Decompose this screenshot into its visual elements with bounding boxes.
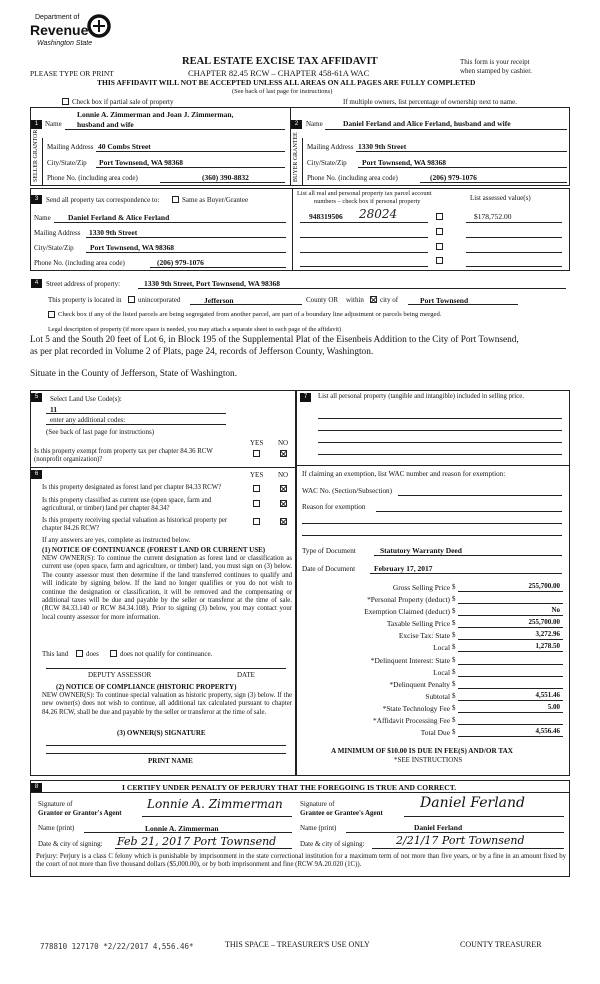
s6-yes-header: YES (250, 471, 264, 479)
buyer-mail[interactable]: 1330 9th Street (358, 142, 407, 151)
exemption-label: If claiming an exemption, list WAC number and reason for exemption: (302, 470, 506, 478)
grantee-signature[interactable]: Daniel Ferland (420, 795, 526, 811)
buyer-city[interactable]: Port Townsend, WA 98368 (362, 158, 447, 167)
doc-date[interactable]: February 17, 2017 (374, 564, 433, 573)
buyer-name[interactable]: Daniel Ferland and Alice Ferland, husband and wife (343, 119, 511, 128)
certify-statement: I CERTIFY UNDER PENALTY OF PERJURY THAT THE FOREGOING IS TRUE AND CORRECT. (122, 783, 457, 792)
section-2-badge: 2 (291, 120, 302, 129)
legal-label: Legal description of property (if more space is needed, you may attach a separate sheet to each page of the affidavit) (48, 326, 342, 333)
grantee-name-label: Name (print) (300, 824, 337, 832)
land-does-label: does (86, 650, 99, 658)
partial-sale-label: Check box if partial sale of property (72, 98, 174, 106)
forest-yes-checkbox[interactable] (253, 485, 260, 492)
within-city-checkbox[interactable] (370, 296, 377, 303)
see-instructions-note: *SEE INSTRUCTIONS (394, 756, 463, 764)
seller-name-1: Lonnie A. Zimmerman and Joan J. Zimmerman, (77, 110, 234, 119)
parcel-3-personal-checkbox[interactable] (436, 243, 443, 250)
doc-type-label: Type of Document (302, 547, 356, 555)
corr-phone[interactable]: (206) 979-1076 (157, 258, 204, 267)
corr-phone-label: Phone No. (including area code) (34, 259, 125, 267)
total-value[interactable]: 4,556.46 (535, 727, 560, 735)
grantee-date-label: Date & city of signing: (300, 840, 365, 848)
seller-mail-label: Mailing Address (47, 143, 94, 151)
grantee-sig-label-1: Signature of (300, 800, 335, 808)
owner-signature-label: (3) OWNER(S) SIGNATURE (117, 729, 206, 737)
within-label: within (346, 296, 364, 304)
assessed-header: List assessed value(s) (470, 194, 531, 202)
buyer-phone[interactable]: (206) 979-1076 (430, 173, 477, 182)
deputy-date-label: DATE (237, 671, 255, 679)
land-does-not-checkbox[interactable] (110, 650, 117, 657)
same-as-buyer-label: Same as Buyer/Grantee (182, 196, 249, 204)
unincorporated-checkbox[interactable] (128, 296, 135, 303)
notice2-body: NEW OWNER(S): To continue special valuation as historic property, sign (3) below. If the new owner(s) does not wish to continue, all additional tax calculated pursuant to chapter 84.26 RCW, shall be due and payable by the seller or transferor at the time of sale. (42, 692, 292, 716)
form-warning: THIS AFFIDAVIT WILL NOT BE ACCEPTED UNLESS ALL AREAS ON ALL PAGES ARE FULLY COMPLETED (97, 78, 476, 87)
parcel-1-personal-checkbox[interactable] (436, 213, 443, 220)
reason-label: Reason for exemption (302, 503, 366, 511)
parcel-2-personal-checkbox[interactable] (436, 228, 443, 235)
personal-property-label: List all personal property (tangible and intangible) included in selling price. (318, 393, 524, 400)
agency-logo (30, 12, 120, 54)
grantor-signature[interactable]: Lonnie A. Zimmerman (147, 797, 283, 811)
current-use-no-checkbox[interactable] (280, 500, 287, 507)
revenue-logo-icon (86, 14, 112, 38)
print-name-label: PRINT NAME (148, 757, 193, 765)
treasurer-use-only: THIS SPACE – TREASURER'S USE ONLY (225, 940, 370, 949)
seller-name-2: husband and wife (77, 120, 134, 129)
grantor-sig-label-2: Grantor or Grantor's Agent (38, 809, 122, 817)
forest-question: Is this property designated as forest land per chapter 84.33 RCW? (42, 484, 222, 491)
section-5-badge: 5 (31, 393, 42, 402)
segregated-label: Check box if any of the listed parcels are being segregated from another parcel, are part of a boundary line adjustment or parcels being merged. (58, 311, 442, 318)
city-name[interactable]: Port Townsend (420, 296, 469, 305)
grantee-sig-label-2: Grantee or Grantee's Agent (300, 809, 383, 817)
legal-description-1[interactable]: Lot 5 and the South 20 feet of Lot 6, in Block 195 of the Supplemental Plat of the Eisenbeis Addition to the City of Port Townsend, (30, 335, 519, 345)
legal-description-2[interactable]: as per plat recorded in Volume 2 of Plats, page 24, records of Jefferson County, Washington. (30, 347, 374, 357)
grantee-name[interactable]: Daniel Ferland (414, 823, 463, 832)
corr-label: Send all property tax correspondence to: (46, 196, 160, 204)
perjury-notice: Perjury: Perjury is a class C felony which is punishable by imprisonment in the state correctional institution for a maximum term of not more than five years, or by a fine in an amount fixed by the court of not more than five thousand dollars ($5,000.00), or by both imprisonment and fine (RCW 9A.20.020 (1C)). (36, 853, 566, 869)
parcel-header-1: List all real and personal property tax parcel account (297, 190, 432, 197)
corr-mail[interactable]: 1330 9th Street (89, 228, 138, 237)
street-label: Street address of property: (46, 280, 121, 288)
receipt-note-2: when stamped by cashier. (460, 67, 532, 75)
buyer-city-label: City/State/Zip (307, 159, 347, 167)
local-tax-value[interactable]: 1,278.50 (535, 642, 560, 650)
corr-city[interactable]: Port Townsend, WA 98368 (90, 243, 175, 252)
section-8-badge: 8 (31, 783, 42, 792)
form-see-back: (See back of last page for instructions) (232, 88, 333, 95)
parcel-handwritten: 28024 (359, 207, 398, 221)
historic-question: Is this property receiving special valuation as historical property per chapter 84.26 RCW? (42, 517, 228, 533)
agency-dept: Department of (35, 14, 80, 21)
current-use-yes-checkbox[interactable] (253, 500, 260, 507)
corr-name[interactable]: Daniel Ferland & Alice Ferland (68, 213, 170, 222)
receipt-stamp: 778810 127170 *2/22/2017 4,556.46* (40, 942, 194, 951)
county-treasurer: COUNTY TREASURER (460, 940, 542, 949)
grantor-date-label: Date & city of signing: (38, 840, 103, 848)
section-7-badge: 7 (300, 393, 311, 402)
seller-phone[interactable]: (360) 390-8832 (202, 173, 249, 182)
exempt-question: Is this property exempt from property tax per chapter 84.36 RCW (nonprofit organization)? (34, 448, 213, 464)
unincorporated-label: unincorporated (138, 296, 181, 304)
receipt-note-1: This form is your receipt (460, 58, 530, 66)
grantor-sig-label-1: Signature of (38, 800, 73, 808)
agency-name: Revenue (30, 22, 89, 38)
seller-mail[interactable]: 40 Combs Street (98, 142, 151, 151)
minimum-note: A MINIMUM OF $10.00 IS DUE IN FEE(S) AND/OR TAX (331, 747, 513, 755)
state-tax-value[interactable]: 3,272.96 (535, 630, 560, 638)
parcel-4-personal-checkbox[interactable] (436, 257, 443, 264)
parcel-number[interactable]: 948319506 (309, 212, 343, 221)
section-1-badge: 1 (31, 120, 42, 129)
grantor-name[interactable]: Lonnie A. Zimmerman (145, 824, 219, 833)
notice1-body: NEW OWNER(S): To continue the current designation as forest land or classification as current use (open space, farm and agriculture, or timber) land, you must sign on (3) below. The county assessor must then determine if the land transferred continues to qualify and will indicate by signing below. If the land no longer qualifies or you do not wish to continue the designation or classification, it will be removed and the compensating or additional taxes will be due and payable by the seller or transferor at the time of sale. (RCW 84.33.140 or RCW 84.34.108). Prior to signing (3) below, you may contact your local county assessor for more information. (42, 555, 292, 621)
grantor-date-city[interactable]: Feb 21, 2017 Port Townsend (117, 835, 277, 848)
forest-no-checkbox[interactable] (280, 485, 287, 492)
seller-phone-label: Phone No. (including area code) (47, 174, 138, 182)
land-does-checkbox[interactable] (76, 650, 83, 657)
city-of-label: city of (380, 296, 399, 304)
this-land-label: This land (42, 650, 69, 658)
notice1-title: (1) NOTICE OF CONTINUANCE (FOREST LAND OR CURRENT USE) (42, 546, 266, 554)
seller-name-label: Name (45, 120, 62, 128)
taxable-value[interactable]: 255,700.00 (528, 618, 560, 626)
historic-no-checkbox[interactable] (280, 518, 287, 525)
street-address[interactable]: 1330 9th Street, Port Townsend, WA 98368 (144, 279, 280, 288)
s5-no-header: NO (278, 439, 289, 447)
county-or: County OR (306, 296, 339, 304)
assessed-value[interactable]: $178,752.00 (474, 212, 512, 221)
land-use-label: Select Land Use Code(s): (50, 395, 122, 403)
parcel-header-2: numbers – check box if personal property (314, 198, 421, 205)
gross-value[interactable]: 255,700.00 (528, 582, 560, 590)
current-use-question: Is this property classified as current use (open space, farm and agricultural, or timber) land per chapter 84.34? (42, 497, 212, 513)
exempt-yes-checkbox[interactable] (253, 450, 260, 457)
grantor-name-label: Name (print) (38, 824, 75, 832)
seller-city[interactable]: Port Townsend, WA 98368 (99, 158, 184, 167)
buyer-name-label: Name (306, 120, 323, 128)
deputy-assessor-label: DEPUTY ASSESSOR (88, 671, 152, 679)
subtotal-value[interactable]: 4,551.46 (535, 691, 560, 699)
s6-no-header: NO (278, 471, 289, 479)
partial-sale-checkbox[interactable] (62, 98, 69, 105)
situate-line[interactable]: Situate in the County of Jefferson, State of Washington. (30, 369, 238, 379)
wac-label: WAC No. (Section/Subsection) (302, 487, 393, 495)
corr-name-label: Name (34, 214, 51, 222)
section-3-badge: 3 (31, 195, 42, 204)
land-use-code[interactable]: 11 (50, 405, 58, 414)
tech-fee-value[interactable]: 5.00 (547, 703, 560, 711)
doc-type[interactable]: Statutory Warranty Deed (380, 546, 462, 555)
historic-yes-checkbox[interactable] (253, 518, 260, 525)
county-name[interactable]: Jefferson (204, 296, 234, 305)
same-as-buyer-checkbox[interactable] (172, 196, 179, 203)
section-6-badge: 6 (31, 470, 42, 479)
land-use-see-back: (See back of last page for instructions) (46, 428, 155, 436)
exempt-no-checkbox[interactable] (280, 450, 287, 457)
land-does-not-label: does not qualify for continuance. (120, 650, 213, 658)
additional-codes-label: enter any additional codes: (50, 416, 126, 424)
exemption-value[interactable]: No (551, 606, 560, 614)
form-title: REAL ESTATE EXCISE TAX AFFIDAVIT (182, 56, 378, 67)
located-pre: This property is located in (48, 296, 122, 304)
buyer-mail-label: Mailing Address (307, 143, 354, 151)
corr-city-label: City/State/Zip (34, 244, 74, 252)
seller-side-label: SELLER GRANTOR (33, 129, 39, 182)
multiple-owners-note: If multiple owners, list percentage of ownership next to name. (343, 98, 517, 106)
section-4-badge: 4 (31, 279, 42, 288)
doc-date-label: Date of Document (302, 565, 356, 573)
notice2-title: (2) NOTICE OF COMPLIANCE (HISTORIC PROPERTY) (56, 683, 237, 691)
if-yes-note: If any answers are yes, complete as instructed below. (42, 536, 191, 544)
s5-yes-header: YES (250, 439, 264, 447)
agency-state: Washington State (37, 40, 93, 47)
segregated-checkbox[interactable] (48, 311, 55, 318)
grantee-date-city[interactable]: 2/21/17 Port Townsend (396, 834, 525, 847)
seller-city-label: City/State/Zip (47, 159, 87, 167)
buyer-side-label: BUYER GRANTEE (293, 132, 299, 182)
form-chapter: CHAPTER 82.45 RCW – CHAPTER 458-61A WAC (188, 68, 370, 78)
buyer-phone-label: Phone No. (including area code) (307, 174, 398, 182)
corr-mail-label: Mailing Address (34, 229, 81, 237)
please-type: PLEASE TYPE OR PRINT (30, 69, 114, 78)
